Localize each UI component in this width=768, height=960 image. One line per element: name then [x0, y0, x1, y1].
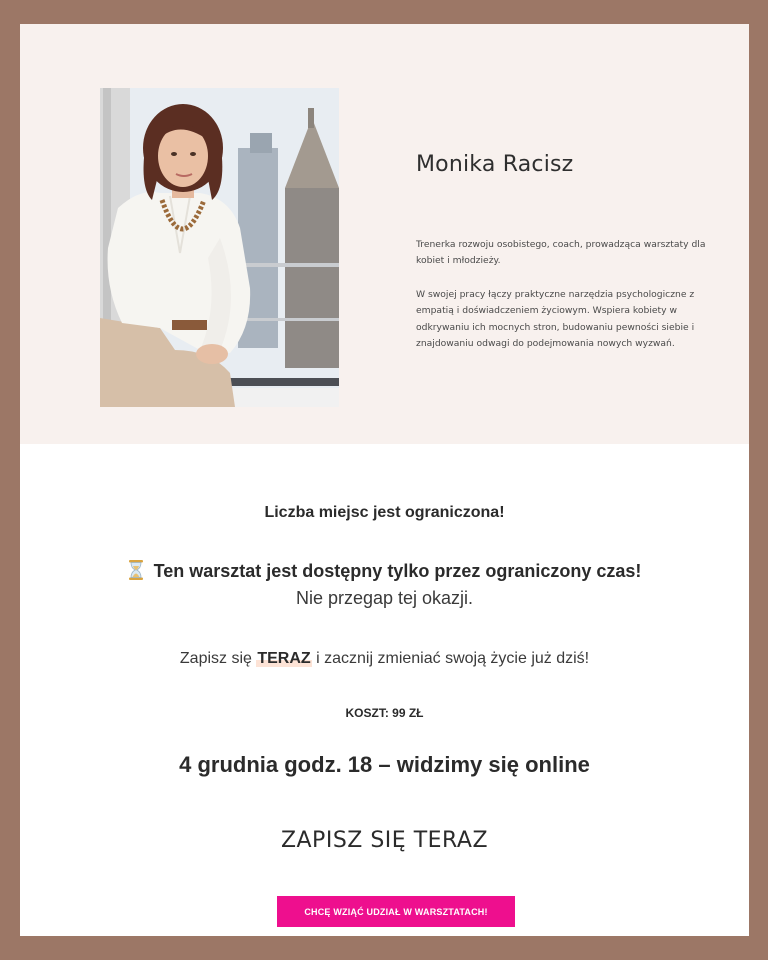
signup-now-text	[20, 650, 749, 668]
bio-paragraph: Trenerka rozwoju osobistego, coach, prowadząca warsztaty dla kobiet i młodzieży.	[416, 239, 706, 267]
dont-miss-text: Nie przegap tej okazji.	[295, 588, 474, 608]
signup-text-post: i zacznij zmieniać swoją życie już dziś!	[311, 650, 590, 667]
event-date-text: 4 grudnia godz. 18 – widzimy się online	[179, 752, 590, 777]
price-text: KOSZT: 99 ZŁ	[345, 706, 424, 720]
portrait-photo	[100, 88, 339, 407]
limited-seats-text: Liczba miejsc jest ograniczona!	[264, 504, 505, 521]
limited-time-heading	[20, 560, 749, 582]
bio-paragraph: W swojej pracy łączy praktyczne narzędzia psychologiczne z empatią i doświadczeniem życiowym. Wspiera kobiety w odkrywaniu ich mocnych stron, budowaniu pewności siebie i znajdowaniu odwagi do podejmowania nowych wyzwań.	[416, 288, 695, 350]
join-workshop-button[interactable]: CHCĘ WZIĄĆ UDZIAŁ W WARSZTATACH!	[277, 896, 515, 927]
limited-time-text: Ten warsztat jest dostępny tylko przez ograniczony czas!	[153, 561, 642, 581]
page-frame	[20, 24, 749, 936]
bio-name: Monika Racisz	[416, 152, 574, 177]
signup-highlight: TERAZ	[257, 650, 311, 667]
bio-section	[20, 24, 749, 444]
signup-heading: ZAPISZ SIĘ TERAZ	[280, 828, 489, 853]
hourglass-icon	[128, 560, 144, 580]
bio-text	[416, 152, 716, 352]
signup-text-pre: Zapisz się	[179, 650, 257, 667]
